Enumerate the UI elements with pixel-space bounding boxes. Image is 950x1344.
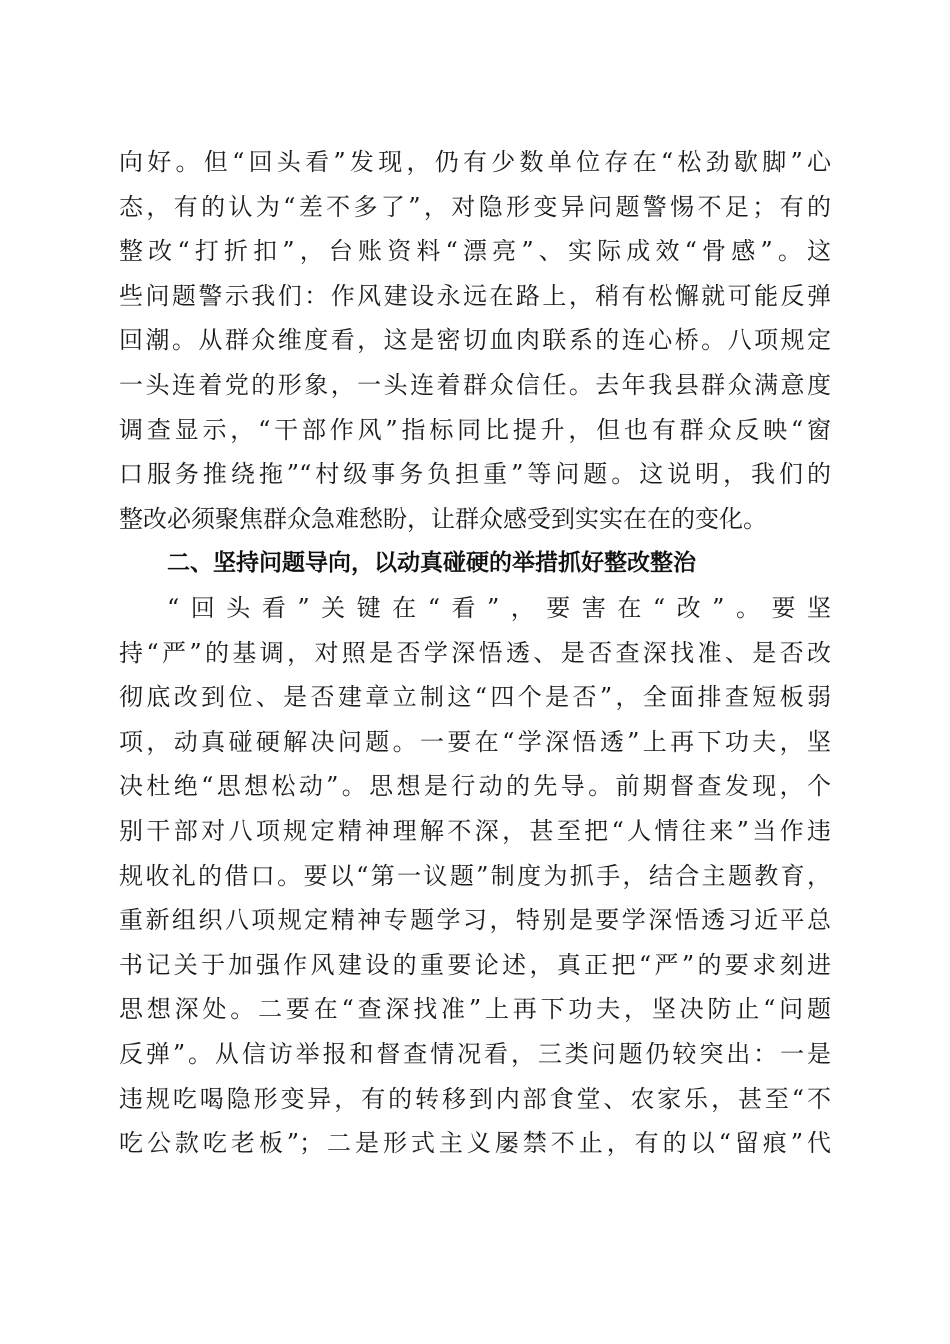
paragraph-2 xyxy=(119,586,831,1166)
paragraph-line: 彻底改到位、是否建章立制这“四个是否”，全面排查短板弱 xyxy=(119,683,831,712)
paragraph-line: 一头连着党的形象，一头连着群众信任。去年我县群众满意度 xyxy=(119,370,831,399)
paragraph-line: 规收礼的借口。要以“第一议题”制度为抓手，结合主题教育， xyxy=(119,861,831,890)
paragraph-line: 违规吃喝隐形变异，有的转移到内部食堂、农家乐，甚至“不 xyxy=(119,1084,831,1113)
paragraph-line: 决杜绝“思想松动”。思想是行动的先导。前期督查发现，个 xyxy=(119,772,831,801)
paragraph-line: 思想深处。二要在“查深找准”上再下功夫，坚决防止“问题 xyxy=(119,995,831,1024)
paragraph-line: 些问题警示我们：作风建设永远在路上，稍有松懈就可能反弹 xyxy=(119,281,831,310)
paragraph-line: 重新组织八项规定精神专题学习，特别是要学深悟透习近平总 xyxy=(119,906,831,935)
paragraph-line: 吃公款吃老板”；二是形式主义屡禁不止，有的以“留痕”代 xyxy=(119,1129,831,1158)
paragraph-line: 整改“打折扣”，台账资料“漂亮”、实际成效“骨感”。这 xyxy=(119,237,831,266)
paragraph-line: 反弹”。从信访举报和督查情况看，三类问题仍较突出：一是 xyxy=(119,1039,831,1068)
paragraph-line: 书记关于加强作风建设的重要论述，真正把“严”的要求刻进 xyxy=(119,950,831,979)
paragraph-line: 项，动真碰硬解决问题。一要在“学深悟透”上再下功夫，坚 xyxy=(119,727,831,756)
paragraph-line: 别干部对八项规定精神理解不深，甚至把“人情往来”当作违 xyxy=(119,816,831,845)
paragraph-line: 整改必须聚焦群众急难愁盼，让群众感受到实实在在的变化。 xyxy=(119,504,767,533)
paragraph-line: “回头看”关键在“看”，要害在“改”。要坚 xyxy=(167,594,831,622)
paragraph-line: 口服务推绕拖”“村级事务负担重”等问题。这说明，我们的 xyxy=(119,460,831,489)
paragraph-line: 回潮。从群众维度看，这是密切血肉联系的连心桥。八项规定 xyxy=(119,326,831,355)
paragraph-line: 向好。但“回头看”发现，仍有少数单位存在“松劲歇脚”心 xyxy=(119,148,831,176)
section-heading: 二、坚持问题导向，以动真碰硬的举措抓好整改整治 xyxy=(167,550,696,576)
paragraph-line: 态，有的认为“差不多了”，对隐形变异问题警惕不足；有的 xyxy=(119,192,831,221)
paragraph-1 xyxy=(119,140,831,541)
paragraph-line: 调查显示，“干部作风”指标同比提升，但也有群众反映“窗 xyxy=(119,415,831,444)
paragraph-line: 持“严”的基调，对照是否学深悟透、是否查深找准、是否改 xyxy=(119,638,831,667)
